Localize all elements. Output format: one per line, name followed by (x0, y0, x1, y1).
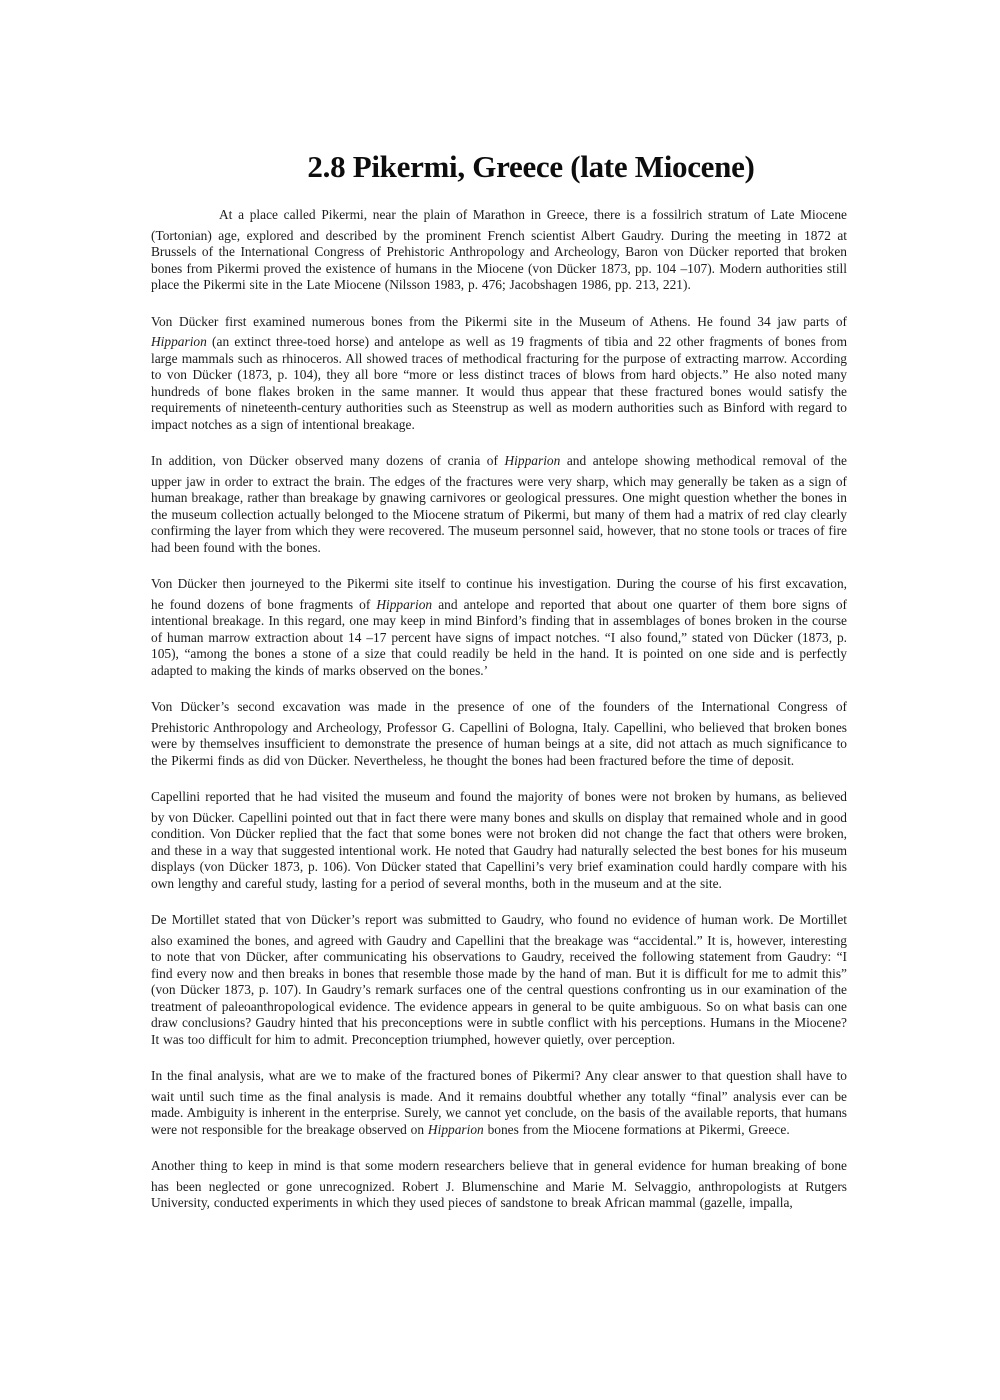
text-run: At a place called Pikermi, near the plain of Marathon in Greece, there is a fossilrich stratum of Late Miocene (219, 207, 847, 222)
page-title: 2.8 Pikermi, Greece (late Miocene) (307, 149, 755, 184)
paragraph-lead-line (151, 1068, 847, 1085)
paragraph (151, 789, 847, 892)
text-run: and antelope showing methodical removal of the (560, 453, 847, 468)
italic-term: Hipparion (151, 334, 207, 349)
paragraph-text (151, 1179, 847, 1212)
paragraph-lead-line (151, 699, 847, 716)
paragraph (151, 699, 847, 769)
paragraph (151, 576, 847, 679)
paragraph (151, 207, 847, 294)
text-run: bones from the Miocene formations at Pikermi, Greece. (483, 1121, 790, 1137)
paragraph-lead-line (151, 207, 847, 224)
text-run: also examined the bones, and agreed with Gaudry and Capellini that the breakage was “accidental.” It is, however, interesting to note that von Dücker, after communicating his observations to Gaudry, received the following statement from Gaudry: “I find every now and then breaks in bones that resemble those made by the hand of man. But it is difficult for me to admit this” (von Dücker 1873, p. 107). In Gaudry’s remark surfaces one of the central questions confronting us in our examination of the treatment of paleoanthropological evidence. The evidence appears in general to be quite ambiguous. So on what basis can one draw conclusions? Gaudry hinted that his preconceptions were in subtle conflict with his perceptions. Humans in the Miocene? It was too difficult for him to admit. Preconception triumphed, however quietly, over perception. (151, 932, 847, 1047)
text-run: upper jaw in order to extract the brain. The edges of the fractures were very sharp, which may generally be taken as a sign of human breakage, rather than breakage by gnawing carnivores or geological pressures. One might question whether the bones in the museum collection actually belonged to the Miocene stratum of Pikermi, but many of them had a matrix of red clay clearly confirming the layer from which they were recovered. The museum personnel said, however, that no stone tools or traces of fire had been found with the bones. (151, 473, 847, 555)
text-run: Von Dücker then journeyed to the Pikermi site itself to continue his investigation. During the course of his first excavation, (151, 576, 847, 591)
paragraph-lead-line (151, 912, 847, 929)
text-run: (an extinct three-toed horse) and antelope as well as 19 fragments of tibia and 22 other fragments of bones from large mammals such as rhinoceros. All showed traces of methodical fracturing for the purpose of extracting marrow. According to von Dücker (1873, p. 104), they all bore “more or less distinct traces of blows from hard objects.” He also noted many hundreds of bone flakes broken in the same manner. It would thus appear that these fractured bones would satisfy the requirements of nineteenth-century authorities such as Steenstrup as well as modern authorities such as Binford with regard to impact notches as a sign of intentional breakage. (151, 334, 847, 432)
paragraph-text (151, 597, 847, 680)
paragraph-lead-line (151, 314, 847, 331)
text-run: Von Dücker’s second excavation was made in the presence of one of the founders of the International Congress of (151, 699, 847, 714)
paragraph-lead-line (151, 576, 847, 593)
paragraph-text (151, 334, 847, 433)
document-body (151, 207, 847, 1212)
paragraph-text (151, 228, 847, 294)
italic-term: Hipparion (376, 596, 433, 612)
text-run: Capellini reported that he had visited the museum and found the majority of bones were not broken by humans, as believed (151, 789, 847, 804)
paragraph-text (151, 1089, 847, 1139)
paragraph-lead-line (151, 789, 847, 806)
paragraph (151, 912, 847, 1048)
text-run: Prehistoric Anthropology and Archeology, Professor G. Capellini of Bologna, Italy. Capellini, who believed that broken bones were by themselves insufficient to demonstrate the presence of human beings at a site, did not attach as much significance to the Pikermi finds as did von Dücker. Nevertheless, he thought the bones had been fractured before the time of deposit. (151, 719, 847, 768)
italic-term: Hipparion (427, 1121, 484, 1137)
text-run: has been neglected or gone unrecognized. Robert J. Blumenschine and Marie M. Selvaggio, anthropologists at Rutgers University, conducted experiments in which they used pieces of sandstone to break African mammal (gazelle, impalla, (151, 1178, 847, 1210)
text-run: (Tortonian) age, explored and described by the prominent French scientist Albert Gaudry. During the meeting in 1872 at Brussels of the International Congress of Prehistoric Anthropology and Archeology, Baron von Dücker reported that broken bones from Pikermi proved the existence of humans in the Miocene (von Dücker 1873, pp. 104 –107). Modern authorities still place the Pikermi site in the Late Miocene (Nilsson 1983, p. 476; Jacobshagen 1986, pp. 213, 221). (151, 227, 847, 292)
paragraph-text (151, 810, 847, 893)
paragraph-lead-line (151, 453, 847, 470)
paragraph (151, 1068, 847, 1138)
paragraph-text (151, 474, 847, 557)
text-run: and antelope and reported that about one quarter of them bore signs of intentional breakage. In this regard, one may keep in mind Binford’s finding that in assemblages of bones broken in the course of human marrow extraction about 14 –17 percent have signs of impact notches. “I also found,” stated von Dücker (1873, p. 105), “among the bones a stone of a size that could readily be held in the hand. It is pointed on one side and is perfectly adapted to making the kinds of marks observed on the bones.’ (151, 596, 847, 678)
text-run: De Mortillet stated that von Dücker’s report was submitted to Gaudry, who found no evidence of human work. De Mortillet (151, 912, 847, 927)
text-run: Von Dücker first examined numerous bones from the Pikermi site in the Museum of Athens. He found 34 jaw parts of (151, 313, 847, 329)
paragraph (151, 314, 847, 434)
text-run: In the final analysis, what are we to make of the fractured bones of Pikermi? Any clear answer to that question shall have to (151, 1068, 847, 1083)
paragraph-lead-line (151, 1158, 847, 1175)
paragraph-text (151, 933, 847, 1049)
text-run: he found dozens of bone fragments of (151, 596, 377, 612)
text-run: Another thing to keep in mind is that some modern researchers believe that in general evidence for human breaking of bone (151, 1158, 847, 1173)
text-run: by von Dücker. Capellini pointed out that in fact there were many bones and skulls on display that remained whole and in good condition. Von Dücker replied that the fact that some bones were not broken did not change the fact that others were broken, and these in a way that suggested intentional work. He noted that Gaudry had naturally selected the best bones for his museum displays (von Dücker 1873, p. 106). Von Dücker stated that Capellini’s very brief examination could hardly compare with his own lengthy and careful study, lasting for a period of several months, both in the museum and at the site. (151, 809, 847, 891)
paragraph-text (151, 720, 847, 770)
text-run: In addition, von Dücker observed many dozens of crania of (151, 453, 505, 468)
text-run: wait until such time as the final analysis is made. And it remains doubtful whether any totally “final” analysis ever can be made. Ambiguity is inherent in the enterprise. Surely, we cannot yet conclude, on the basis of the available reports, that humans were not responsible for the breakage observed on (151, 1088, 847, 1137)
paragraph (151, 1158, 847, 1212)
italic-term: Hipparion (504, 453, 561, 468)
paragraph (151, 453, 847, 556)
